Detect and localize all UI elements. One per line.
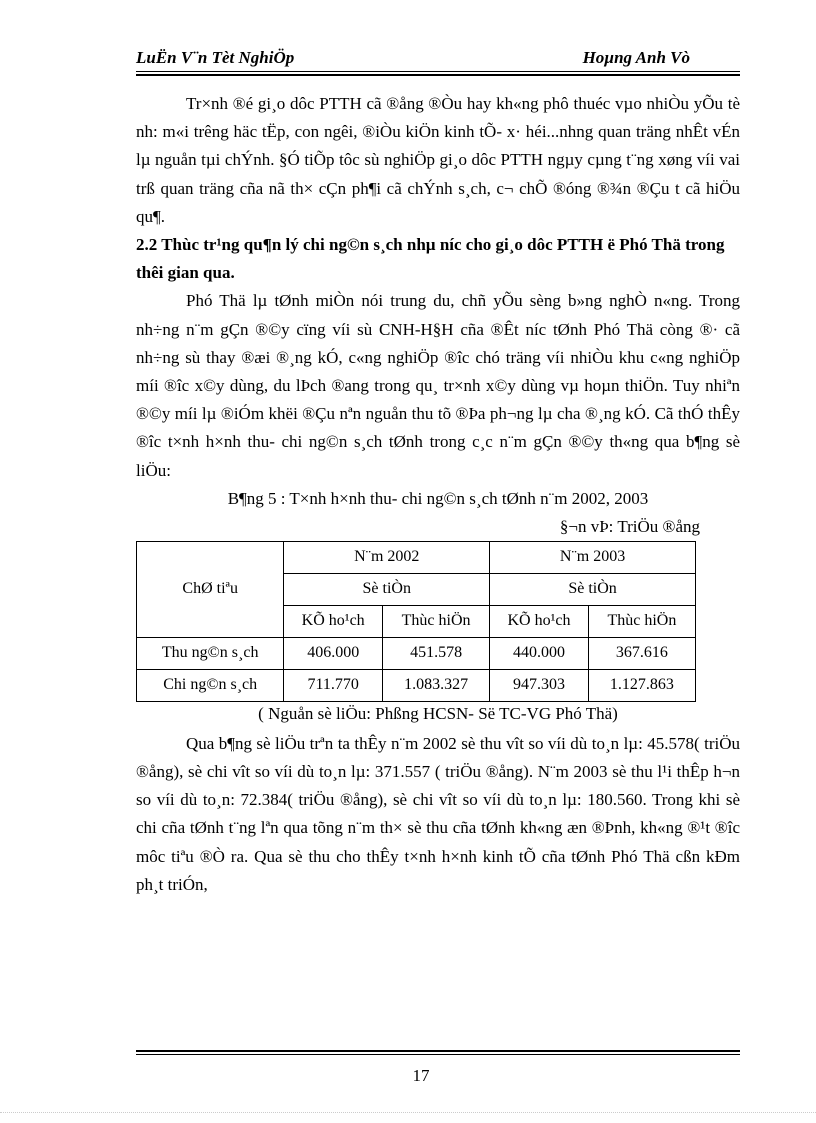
table-header-row <box>137 541 696 573</box>
page-edge-dotted-line <box>0 1112 816 1113</box>
table-row <box>137 637 696 669</box>
table-cell: 947.303 <box>490 669 589 701</box>
plan-header-2002: KÕ ho¹ch <box>284 605 383 637</box>
table-cell: 711.770 <box>284 669 383 701</box>
table-cell: 367.616 <box>588 637 695 669</box>
actual-header-2002: Thùc hiÖn <box>383 605 490 637</box>
header-rule-thick <box>136 74 740 76</box>
page-header <box>136 48 740 72</box>
amount-header-2002: Sè tiÒn <box>284 573 490 605</box>
table-unit: §¬n vÞ: TriÖu ®ång <box>559 516 700 536</box>
amount-header-2003: Sè tiÒn <box>490 573 696 605</box>
row-label: Thu ng©n s¸ch <box>137 637 284 669</box>
year-2003-header: N¨m 2003 <box>490 541 696 573</box>
footer-rule-thin <box>136 1054 740 1055</box>
section-heading: 2.2 Thùc tr¹ng qu¶n lý chi ng©n s¸ch nhµ níc cho gi¸o dôc PTTH ë Phó Thä trong thêi gian qua. <box>136 235 725 283</box>
table-cell: 440.000 <box>490 637 589 669</box>
table-cell: 1.127.863 <box>588 669 695 701</box>
paragraph-2: Phó Thä lµ tØnh miÒn nói trung du, chñ yÕu sèng b»ng nghÒ n«ng. Trong nh÷ng n¨m gÇn ®©y cïng víi sù CNH-H§H cña ®Êt níc tØnh Phó Thä còng ®· cã nh÷ng sù thay ®æi ®¸ng kÓ, c«ng nghiÖp ®îc chó träng víi nhiÒu khu c«ng nghiÖp míi ®îc x©y dùng, du lÞch ®ang trong qu¸ tr×nh x©y dùng vµ hoµn thiÖn. Tuy nhiªn ®©y míi lµ ®iÓm khëi ®Çu nªn nguån thu tõ ®Þa ph¬ng lµ cha ®¸ng kÓ. Cã thÓ thÊy ®îc t×nh h×nh thu- chi ng©n s¸ch tØnh trong c¸c n¨m gÇn ®©y th«ng qua b¶ng sè liÖu: <box>136 291 740 480</box>
footer-rule-thick <box>136 1050 740 1052</box>
plan-header-2003: KÕ ho¹ch <box>490 605 589 637</box>
col-header-indicator: ChØ tiªu <box>137 541 284 637</box>
year-2002-header: N¨m 2002 <box>284 541 490 573</box>
table-cell: 406.000 <box>284 637 383 669</box>
table-cell: 1.083.327 <box>383 669 490 701</box>
table-source: ( Nguån sè liÖu: Phßng HCSN- Së TC-VG Phó Thä) <box>258 703 618 723</box>
budget-table <box>136 541 696 702</box>
page-number: 17 <box>412 1066 430 1085</box>
header-thesis-title: LuËn V¨n Tèt NghiÖp <box>136 48 295 67</box>
header-rule-thin <box>136 71 740 72</box>
page-body <box>136 90 740 899</box>
paragraph-1: Tr×nh ®é gi¸o dôc PTTH cã ®ång ®Òu hay kh«ng phô thuéc vµo nhiÒu yÕu tè nh: m«i trêng häc tËp, con ngêi, ®iÒu kiÖn kinh tÕ- x· héi...nhng quan träng nhÊt vÉn lµ nguån tµi chÝnh. §Ó tiÕp tôc sù nghiÖp gi¸o dôc PTTH ngµy cµng t¨ng xøng víi vai trß quan träng cña nã th× cÇn ph¶i cã chÝnh s¸ch, c¬ chÕ ®óng ®¾n ®Çu t cã hiÖu qu¶. <box>136 94 740 226</box>
table-caption: B¶ng 5 : T×nh h×nh thu- chi ng©n s¸ch tØnh n¨m 2002, 2003 <box>227 488 649 508</box>
header-author: Hoµng Anh Vò <box>582 48 690 67</box>
table-row <box>137 669 696 701</box>
row-label: Chi ng©n s¸ch <box>137 669 284 701</box>
table-cell: 451.578 <box>383 637 490 669</box>
paragraph-3: Qua b¶ng sè liÖu trªn ta thÊy n¨m 2002 sè thu vît so víi dù to¸n lµ: 45.578( triÖu ®ång), sè chi vît so víi dù to¸n lµ: 371.557 ( triÖu ®ång). N¨m 2003 sè thu l¹i thÊp h¬n so víi dù to¸n: 72.384( triÖu ®ång), sè chi vît so víi dù to¸n lµ: 180.560. Trong khi sè chi cña tØnh t¨ng lªn qua tõng n¨m th× sè thu cña tØnh kh«ng æn ®Þnh, kh«ng ®¹t ®îc môc tiªu ®Ò ra. Qua sè thu cho thÊy t×nh h×nh kinh tÕ cña tØnh Phó Thä cßn kÐm ph¸t triÓn, <box>136 733 740 894</box>
actual-header-2003: Thùc hiÖn <box>588 605 695 637</box>
